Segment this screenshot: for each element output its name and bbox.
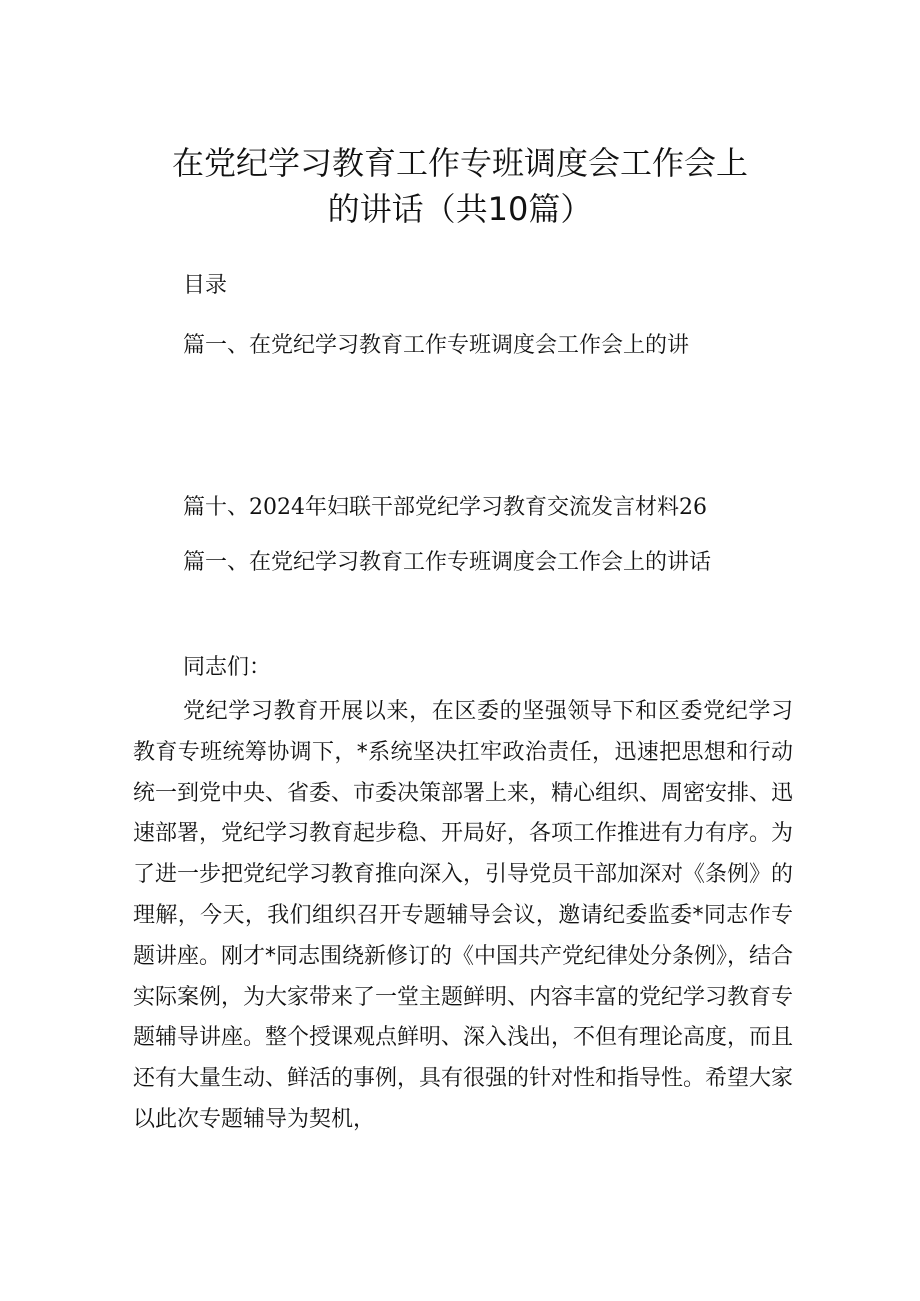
toc-item-10 (183, 490, 707, 526)
title-line-1: 在党纪学习教育工作专班调度会工作会上 (171, 144, 748, 182)
toc-item-10-prefix: 篇十、 (183, 495, 250, 520)
body-paragraph: 党纪学习教育开展以来，在区委的坚强领导下和区委党纪学习教育专班统筹协调下，*系统坚决扛牢政治责任，迅速把思想和行动统一到党中央、省委、市委决策部署上来，精心组织、周密安排、迅速部署，党纪学习教育起步稳、开局好，各项工作推进有力有序。为了进一步把党纪学习教育推向深入，引导党员干部加深对《条例》的理解，今天，我们组织召开专题辅导会议，邀请纪委监委*同志作专题讲座。刚才*同志围绕新修订的《中国共产党纪律处分条例》，结合实际案例，为大家带来了一堂主题鲜明、内容丰富的党纪学习教育专题辅导讲座。整个授课观点鲜明、深入浅出，不但有理论高度，而且还有大量生动、鲜活的事例，具有很强的针对性和指导性。希望大家以此次专题辅导为契机， (133, 699, 794, 1132)
toc-item-10-year: 2024 (249, 495, 306, 520)
toc-item-1: 篇一、在党纪学习教育工作专班调度会工作会上的讲 (183, 333, 690, 358)
document-title (130, 140, 790, 232)
toc-heading: 目录 (183, 273, 228, 298)
section-heading: 篇一、在党纪学习教育工作专班调度会工作会上的讲话 (183, 550, 712, 575)
salutation: 同志们： (183, 655, 272, 680)
toc-item-10-text: 年妇联干部党纪学习教育交流发言材料 (305, 495, 680, 520)
toc-item-10-page: 26 (679, 495, 708, 520)
title-line-2: 的讲话（共10篇） (327, 190, 593, 228)
